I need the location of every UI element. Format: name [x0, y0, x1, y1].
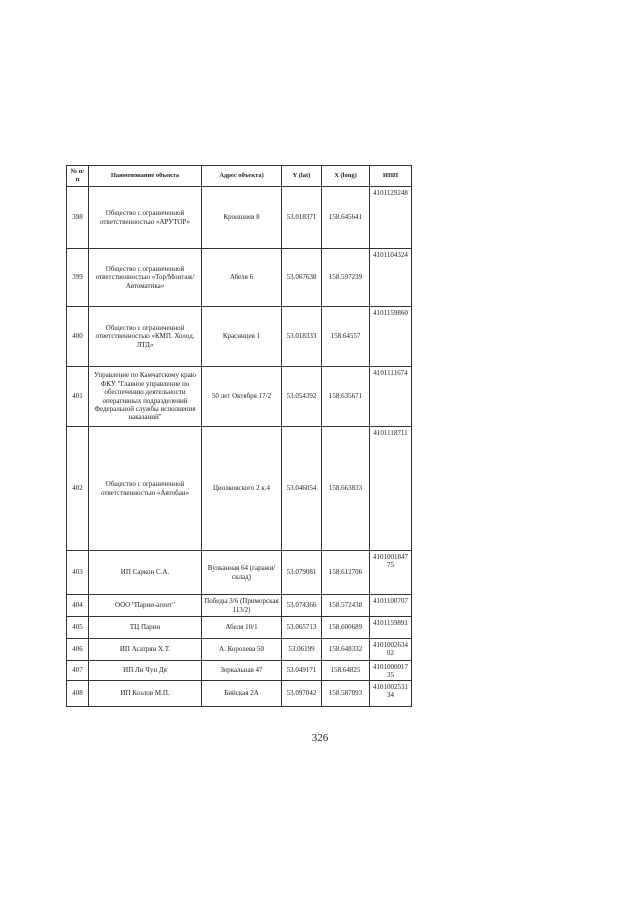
cell-name: ИП Козлов М.П.: [89, 680, 202, 706]
cell-num: 398: [67, 187, 89, 249]
cell-num: 399: [67, 249, 89, 307]
table-row: [67, 551, 412, 595]
cell-num: 400: [67, 307, 89, 367]
header-long: X (long): [322, 166, 370, 187]
cell-long: 158.648332: [322, 639, 370, 661]
cell-lat: 53.067638: [282, 249, 322, 307]
cell-address: Вулканная 64 (гаражи/склад): [202, 551, 282, 595]
cell-lat: 53.054392: [282, 367, 322, 427]
cell-name: ИП Саркон С.А.: [89, 551, 202, 595]
cell-long: 158.663833: [322, 427, 370, 551]
cell-address: Абеля 10/1: [202, 617, 282, 639]
cell-lat: 53.097042: [282, 680, 322, 706]
cell-lat: 53.06199: [282, 639, 322, 661]
cell-inn: 4101002531 34: [370, 680, 412, 706]
table-row: [67, 680, 412, 706]
cell-name: Общество с ограниченной ответственностью «Тор/Монтаж/Автоматика»: [89, 249, 202, 307]
table-row: [67, 307, 412, 367]
cell-name: Общество с ограниченной ответственностью «Автобан»: [89, 427, 202, 551]
cell-lat: 53.046054: [282, 427, 322, 551]
cell-address: Абеля 6: [202, 249, 282, 307]
cell-address: Кроншнев 8: [202, 187, 282, 249]
table-row: [67, 661, 412, 681]
table-row: [67, 639, 412, 661]
cell-long: 158.635671: [322, 367, 370, 427]
cell-num: 406: [67, 639, 89, 661]
cell-num: 401: [67, 367, 89, 427]
cell-num: 404: [67, 595, 89, 617]
cell-lat: 53.074366: [282, 595, 322, 617]
cell-address: Циолковского 2 к.4: [202, 427, 282, 551]
cell-address: А. Королева 50: [202, 639, 282, 661]
cell-long: 158.600689: [322, 617, 370, 639]
cell-long: 158.597239: [322, 249, 370, 307]
cell-address: Зеркальная 47: [202, 661, 282, 681]
cell-name: Управление по Камчатскому краю ФКУ "Главное управление по обеспечению деятельности оперативных подразделений Федеральной службы исполнения наказаний": [89, 367, 202, 427]
cell-long: 158.587093: [322, 680, 370, 706]
table-row: [67, 427, 412, 551]
cell-inn: 4101111674: [370, 367, 412, 427]
cell-long: 158.64557: [322, 307, 370, 367]
cell-name: ООО "Парии-агент": [89, 595, 202, 617]
cell-lat: 53.065713: [282, 617, 322, 639]
cell-long: 158.645641: [322, 187, 370, 249]
cell-address: Красинцев 1: [202, 307, 282, 367]
cell-long: 158.64825: [322, 661, 370, 681]
cell-name: ИП Асатрян Х.Т.: [89, 639, 202, 661]
cell-lat: 53.018333: [282, 307, 322, 367]
cell-inn: 4101000017 35: [370, 661, 412, 681]
cell-num: 402: [67, 427, 89, 551]
cell-address: Победы 3/6 (Приморская 113/2): [202, 595, 282, 617]
page-number: 326: [311, 732, 329, 744]
table-row: [67, 249, 412, 307]
header-name: Наименование объекта: [89, 166, 202, 187]
cell-lat: 53.018371: [282, 187, 322, 249]
cell-name: Общество с ограниченной ответственностью «АРУТОР»: [89, 187, 202, 249]
header-lat: Y (lat): [282, 166, 322, 187]
cell-lat: 53.049171: [282, 661, 322, 681]
cell-num: 403: [67, 551, 89, 595]
cell-address: Бийская 2А: [202, 680, 282, 706]
cell-num: 407: [67, 661, 89, 681]
cell-inn: 4101159891: [370, 617, 412, 639]
cell-inn: 4101100707: [370, 595, 412, 617]
cell-address: 50 лет Октября 17/2: [202, 367, 282, 427]
cell-inn: 4101002634 02: [370, 639, 412, 661]
table-row: [67, 617, 412, 639]
header-num: № п/п: [67, 166, 89, 187]
cell-name: ИП Ли Чун Дя: [89, 661, 202, 681]
objects-table: [66, 165, 412, 707]
cell-inn: 4101129248: [370, 187, 412, 249]
cell-inn: 4101104324: [370, 249, 412, 307]
cell-name: ТЦ Парин: [89, 617, 202, 639]
cell-long: 158.612706: [322, 551, 370, 595]
cell-long: 158.572438: [322, 595, 370, 617]
header-inn: ИНН: [370, 166, 412, 187]
cell-inn: 4101001847 75: [370, 551, 412, 595]
cell-inn: 4101159860: [370, 307, 412, 367]
table-row: [67, 595, 412, 617]
cell-name: Общество с ограниченной ответственностью «КМП. Холод. ЛТД»: [89, 307, 202, 367]
table-body: [67, 187, 412, 707]
cell-lat: 53.079081: [282, 551, 322, 595]
table-row: [67, 187, 412, 249]
cell-inn: 4101118711: [370, 427, 412, 551]
table-header-row: [67, 166, 412, 187]
cell-num: 408: [67, 680, 89, 706]
header-address: Адрес объекта): [202, 166, 282, 187]
table-row: [67, 367, 412, 427]
cell-num: 405: [67, 617, 89, 639]
